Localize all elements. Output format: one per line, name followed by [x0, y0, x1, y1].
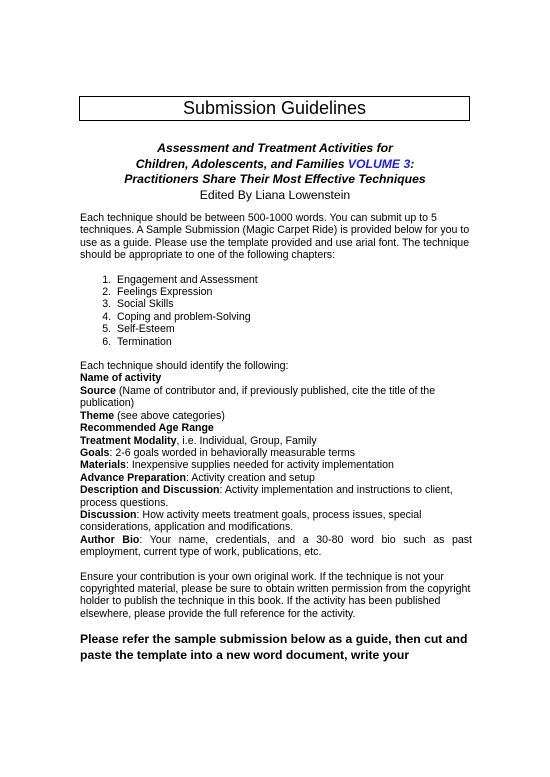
closing-instructions: Please refer the sample submission below as a guide, then cut and paste the template into a new word document, write your [80, 632, 468, 662]
intro-paragraph: Each technique should be between 500-1000 words. You can submit up to 5 techniques. A Sample Submission (Magic Carpet Ride) is provided below for you to use as a guide. Please use the template provided and use arial font. The technique should be appropriate to one of the following chapters: [80, 212, 470, 262]
book-title-line-3: Practitioners Share Their Most Effective Techniques [124, 172, 426, 186]
field-item [80, 472, 472, 484]
chapter-list [80, 274, 472, 348]
field-item [80, 459, 472, 471]
field-text: : Activity implementation and instructions to client, process questions. [80, 484, 453, 509]
list-item: 2. Feelings Expression [114, 286, 472, 298]
field-label: Advance Preparation [80, 471, 186, 484]
field-text: : How activity meets treatment goals, process issues, special considerations, application and modifications. [80, 508, 422, 534]
field-item [80, 422, 472, 434]
field-item [80, 509, 472, 534]
field-item [80, 447, 472, 459]
field-label: Theme [80, 409, 115, 422]
book-editor: Edited By Liana Lowenstein [199, 187, 351, 202]
field-label: Materials [80, 459, 126, 472]
field-label: Author Bio [80, 533, 140, 546]
volume-label: VOLUME 3 [347, 156, 411, 171]
field-label: Description and Discussion [80, 484, 220, 497]
field-text: (see above categories) [114, 409, 225, 422]
field-text: : Activity creation and setup [185, 471, 315, 484]
field-label: Name of activity [80, 372, 162, 385]
field-list [80, 372, 472, 558]
book-title-line-1: Assessment and Treatment Activities for [157, 141, 393, 155]
page-title: Submission Guidelines [79, 96, 470, 121]
field-label: Source [80, 384, 116, 397]
originality-paragraph: Ensure your contribution is your own original work. If the technique is not your copyrighted material, please be sure to obtain written permission from the copyright holder to publish the technique in this book. If the activity has been published elsewhere, please provide the full reference for the activity. [80, 570, 471, 620]
field-text: , i.e. Individual, Group, Family [176, 434, 317, 447]
field-item [80, 410, 472, 422]
field-label: Goals [80, 446, 110, 459]
book-title-line-2-text: Children, Adolescents, and Families [135, 156, 345, 171]
field-label: Recommended Age Range [80, 422, 214, 435]
list-item: 1. Engagement and Assessment [114, 274, 472, 286]
book-title-line-2-suffix: : [410, 156, 415, 171]
book-title-block [60, 141, 490, 203]
field-item [80, 385, 472, 410]
field-item [80, 435, 472, 447]
field-text: : Inexpensive supplies needed for activity implementation [125, 459, 394, 472]
field-item [80, 372, 472, 384]
book-title-line-2 [60, 157, 490, 173]
field-item [80, 484, 472, 509]
list-item: 6. Termination [114, 336, 472, 348]
list-item: 3. Social Skills [114, 298, 472, 310]
list-item: 5. Self-Esteem [114, 323, 472, 335]
field-text: (Name of contributor and, if previously published, cite the title of the publication) [80, 384, 436, 410]
field-item [80, 534, 472, 559]
fields-intro: Each technique should identify the following: [80, 360, 289, 373]
field-label: Discussion [80, 508, 137, 521]
field-text: : 2-6 goals worded in behaviorally measurable terms [109, 446, 355, 459]
body-text [80, 212, 472, 620]
field-text: : Your name, credentials, and a 30-80 word bio such as past employment, current type of work, publications, etc. [80, 533, 472, 559]
list-item: 4. Coping and problem-Solving [114, 311, 472, 323]
field-label: Treatment Modality [80, 434, 177, 447]
